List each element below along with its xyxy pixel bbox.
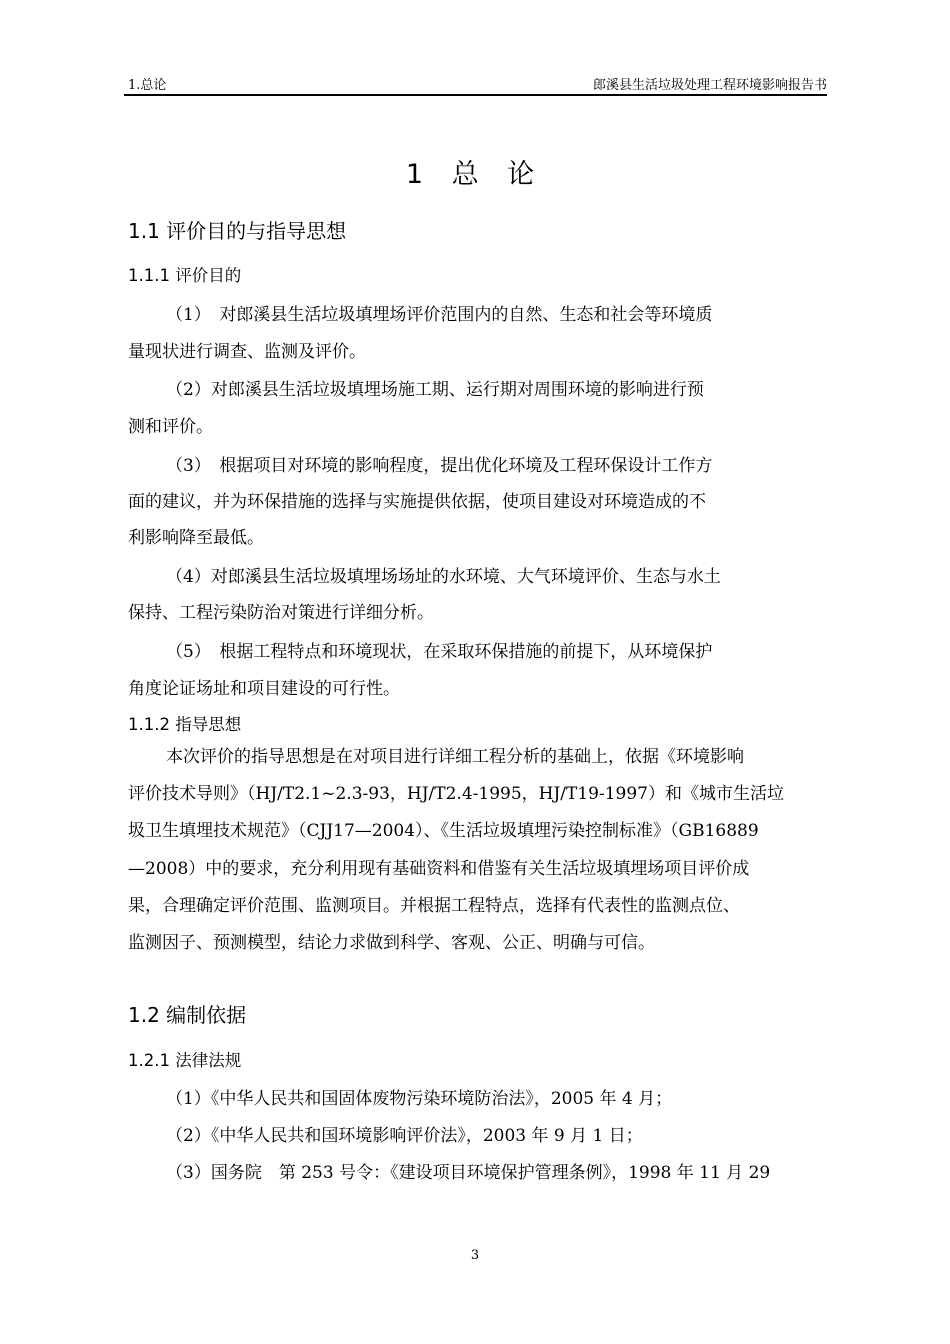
header-chapter-label: 1.总论 bbox=[128, 78, 167, 93]
list-item: （1）《中华人民共和国固体废物污染环境防治法》，2005 年 4 月； bbox=[166, 1089, 673, 1109]
section-heading-1-1: 1.1 评价目的与指导思想 bbox=[128, 219, 347, 243]
paragraph-line: （5） 根据工程特点和环境现状，在采取环保措施的前提下，从环境保护 bbox=[166, 642, 713, 662]
paragraph-line: （2）对郎溪县生活垃圾填埋场施工期、运行期对周围环境的影响进行预 bbox=[166, 380, 704, 400]
paragraph-line: 监测因子、预测模型，结论力求做到科学、客观、公正、明确与可信。 bbox=[128, 933, 655, 953]
subsection-heading-1-2-1: 1.2.1 法律法规 bbox=[128, 1051, 242, 1070]
header-document-title: 郎溪县生活垃圾处理工程环境影响报告书 bbox=[592, 78, 827, 93]
paragraph-line: 果，合理确定评价范围、监测项目。并根据工程特点，选择有代表性的监测点位、 bbox=[128, 896, 740, 916]
paragraph-line: （4）对郎溪县生活垃圾填埋场场址的水环境、大气环境评价、生态与水土 bbox=[166, 567, 721, 587]
paragraph-line: 圾卫生填埋技术规范》（CJJ17—2004）、《生活垃圾填埋污染控制标准》（GB16889 bbox=[128, 821, 759, 841]
list-item: （2）《中华人民共和国环境影响评价法》，2003 年 9 月 1 日； bbox=[166, 1126, 643, 1146]
section-heading-1-2: 1.2 编制依据 bbox=[128, 1003, 247, 1027]
paragraph-line: 量现状进行调查、监测及评价。 bbox=[128, 342, 366, 362]
paragraph-line: （1） 对郎溪县生活垃圾填埋场评价范围内的自然、生态和社会等环境质 bbox=[166, 305, 713, 325]
list-item: （3）国务院 第 253 号令：《建设项目环境保护管理条例》，1998 年 11 月 29 bbox=[166, 1163, 771, 1183]
paragraph-line: 面的建议，并为环保措施的选择与实施提供依据，使项目建设对环境造成的不 bbox=[128, 492, 706, 512]
paragraph-line: 保持、工程污染防治对策进行详细分析。 bbox=[128, 603, 434, 623]
paragraph-line: 评价技术导则》（HJ/T2.1~2.3-93，HJ/T2.4-1995，HJ/T19-1997）和《城市生活垃 bbox=[128, 784, 784, 804]
paragraph-line: —2008）中的要求，充分利用现有基础资料和借鉴有关生活垃圾填埋场项目评价成 bbox=[128, 859, 750, 879]
chapter-title: 1 总 论 bbox=[405, 159, 545, 190]
paragraph-line: 利影响降至最低。 bbox=[128, 528, 264, 548]
subsection-heading-1-1-1: 1.1.1 评价目的 bbox=[128, 266, 242, 285]
page-number: 3 bbox=[470, 1248, 480, 1263]
paragraph-line: 本次评价的指导思想是在对项目进行详细工程分析的基础上，依据《环境影响 bbox=[166, 747, 744, 767]
header-divider bbox=[124, 94, 827, 96]
paragraph-line: （3） 根据项目对环境的影响程度，提出优化环境及工程环保设计工作方 bbox=[166, 456, 713, 476]
running-header bbox=[124, 78, 827, 94]
paragraph-line: 测和评价。 bbox=[128, 417, 213, 437]
subsection-heading-1-1-2: 1.1.2 指导思想 bbox=[128, 715, 242, 734]
paragraph-line: 角度论证场址和项目建设的可行性。 bbox=[128, 679, 400, 699]
